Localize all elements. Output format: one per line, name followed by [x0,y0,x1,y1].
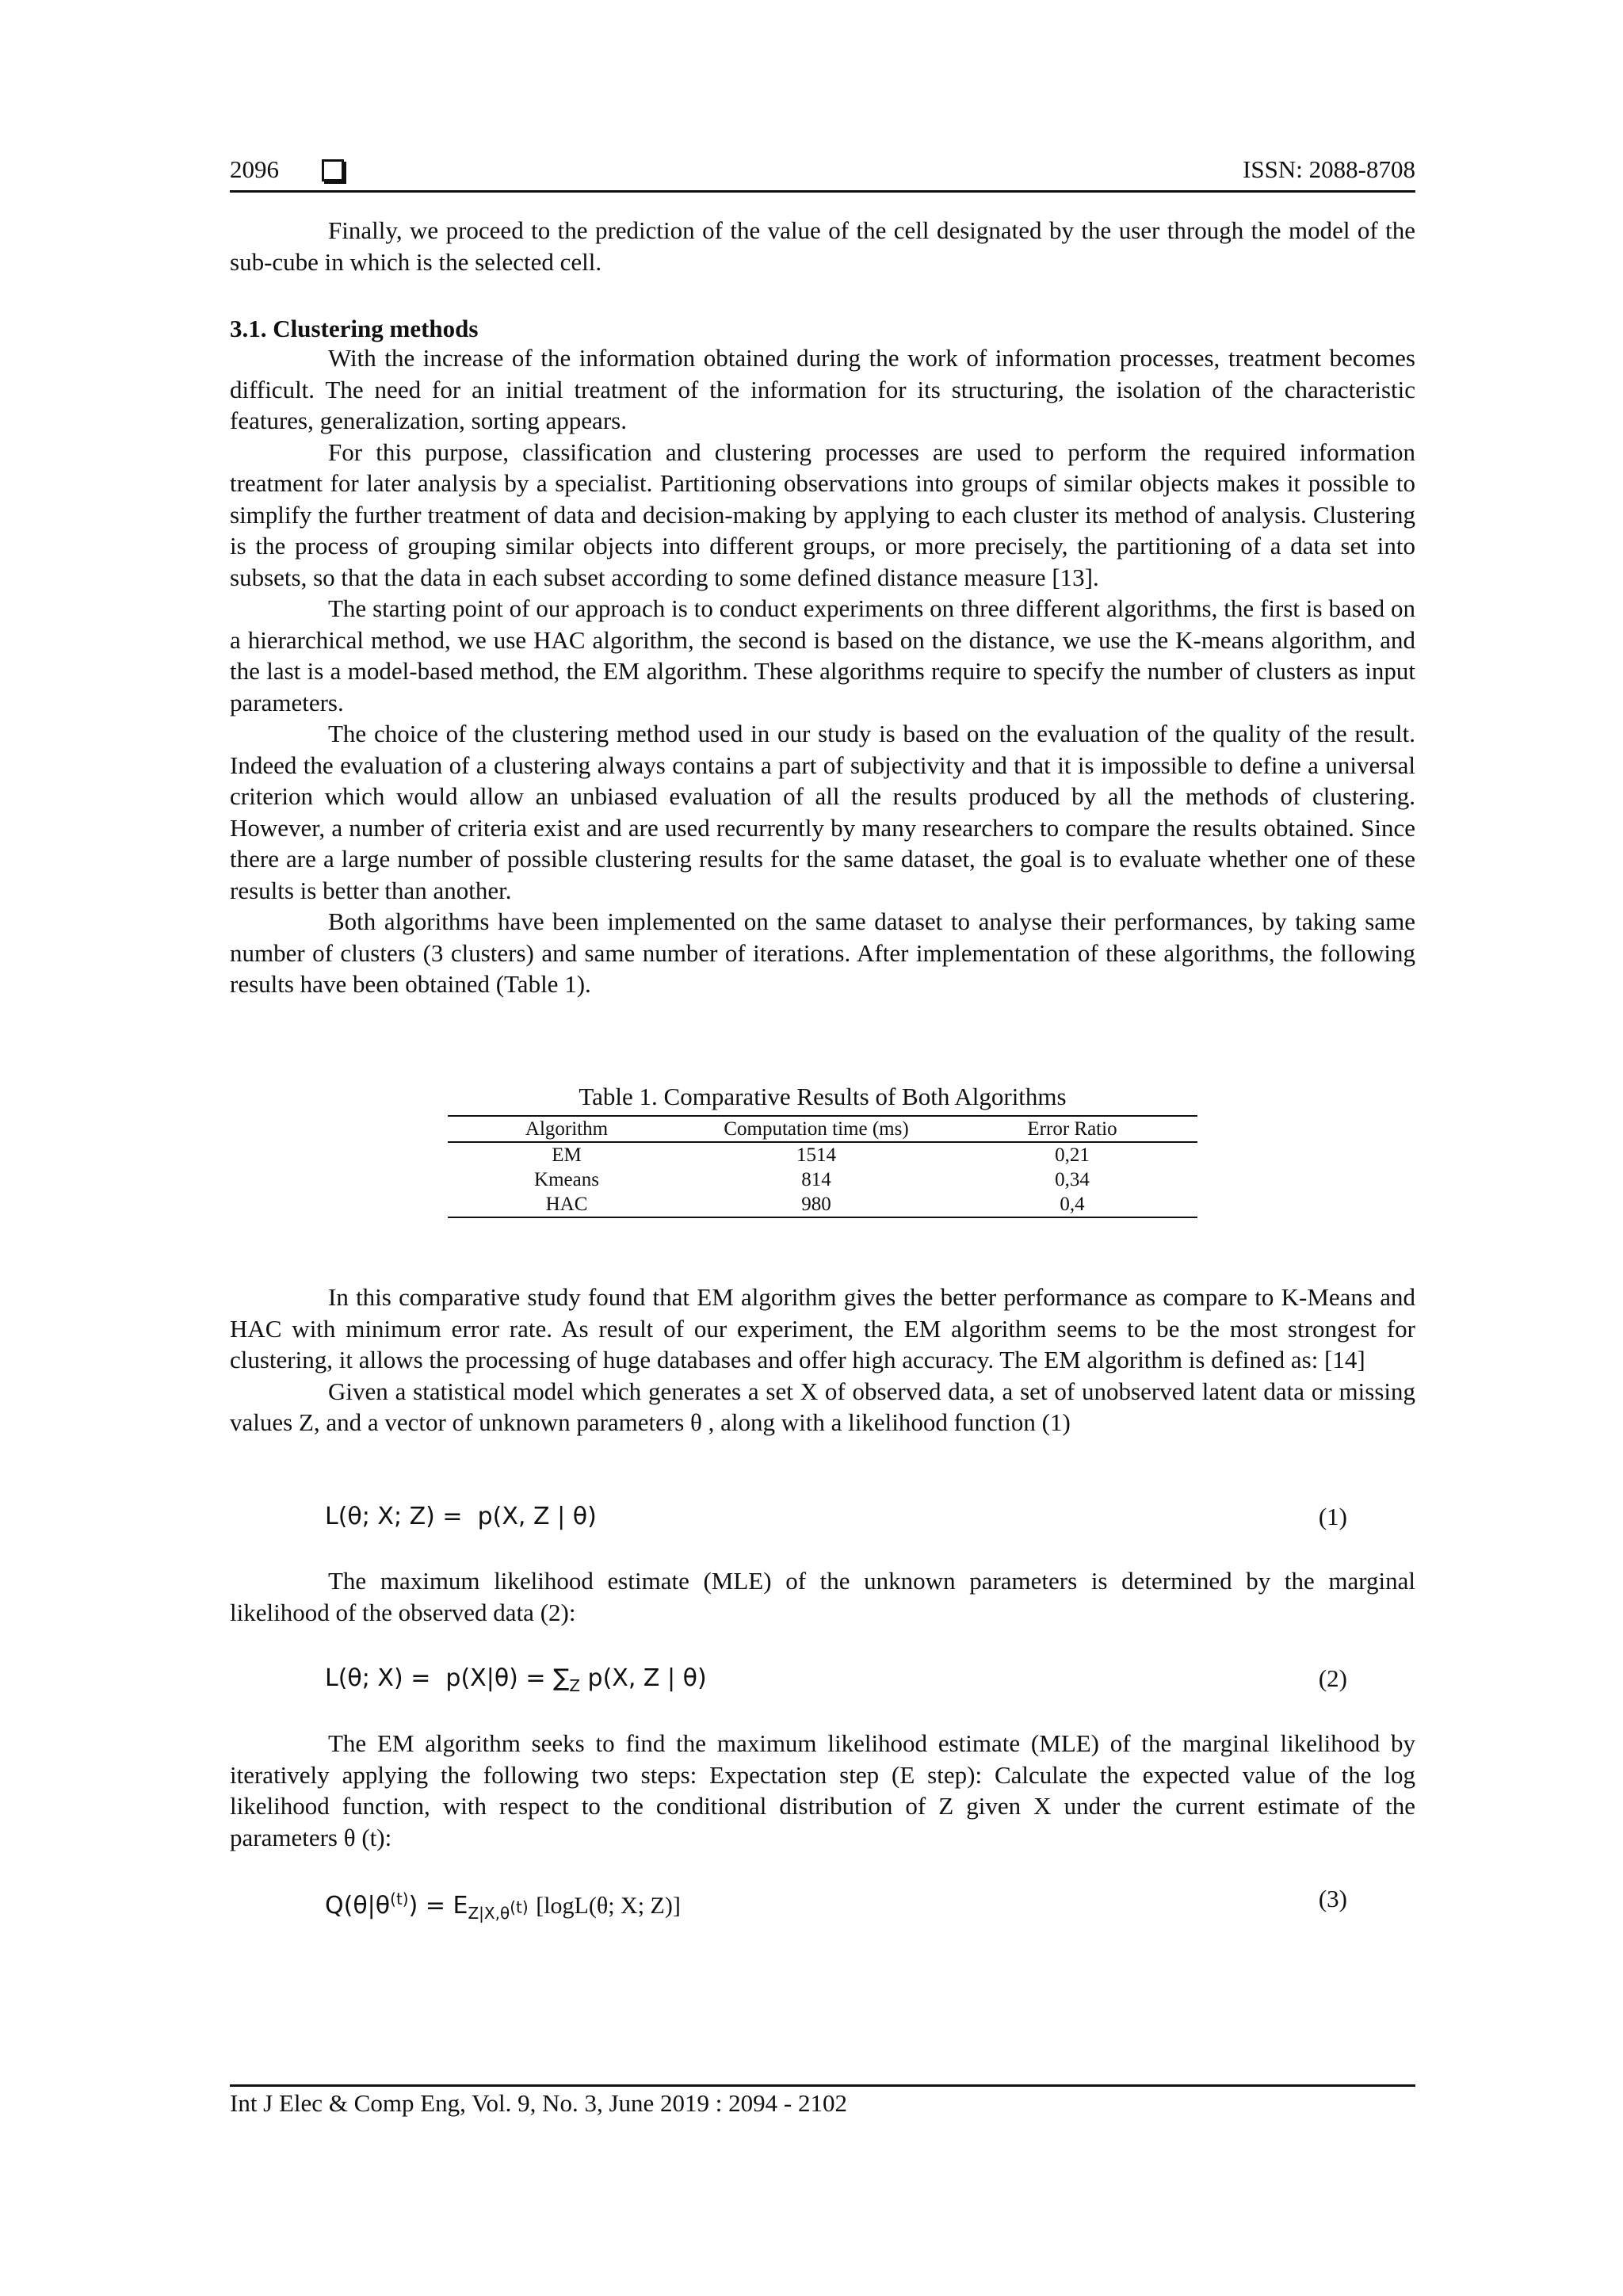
square-bullet-icon [322,159,344,181]
equation-2 [325,1661,1347,1696]
page-header [230,155,1415,189]
table-caption: Table 1. Comparative Results of Both Algorithms [579,1083,1067,1110]
equation-number: (2) [1318,1664,1347,1692]
col-header: Algorithm [525,1118,609,1140]
paragraph: With the increase of the information obtained during the work of information processes, treatment becomes difficult. The need for an initial treatment of the information for its structuring, the isolation of the characteristic features, generalization, sorting appears. [230,344,1415,434]
table-header-row [448,1116,1197,1142]
table-cell: 980 [801,1194,831,1215]
table-row [448,1142,1197,1167]
table-cell: 0,4 [1060,1194,1085,1215]
discussion [230,1282,1415,1438]
paragraph: Both algorithms have been implemented on the same dataset to analyse their performances, by taking same number of clusters (3 clusters) and same number of iterations. After implementation of these algorithms, the following results have been obtained (Table 1). [230,907,1415,998]
issn: ISSN: 2088-8708 [1243,155,1415,183]
section-body [230,342,1415,1000]
mle-paragraph: The maximum likelihood estimate (MLE) of the unknown parameters is determined by the marginal likelihood of the observed data (2): [230,1567,1415,1626]
equation-expression: $Q(\theta|\theta^{(t)}) = E_{Z|X,\theta^{(t)}}$ [logL(θ; X; Z)] [325,1889,681,1923]
equation-3 [325,1881,1347,1923]
header-rule [230,190,1415,193]
table-cell: Kmeans [534,1169,599,1190]
paragraph: In this comparative study found that EM algorithm gives the better performance as compare to K-Means and HAC with minimum error rate. As result of our experiment, the EM algorithm seems to be the most strongest for clustering, it allows the processing of huge databases and offer high accuracy. The EM algorithm is defined as: [14] [230,1283,1415,1373]
table-cell: EM [552,1144,582,1166]
results-table [448,1115,1197,1218]
page-footer: Int J Elec & Comp Eng, Vol. 9, No. 3, June 2019 : 2094 - 2102 [230,2089,847,2117]
equation-expression: L(θ; $X) = p(X|\theta) = \sum_Z$ p(X, Z | θ) [325,1664,707,1695]
table-cell: 1514 [796,1144,836,1166]
paragraph: Given a statistical model which generates a set X of observed data, a set of unobserved latent data or missing values Z, and a vector of unknown parameters θ , along with a likelihood function (1) [230,1377,1415,1436]
col-header: Error Ratio [1027,1118,1117,1140]
intro-paragraph: Finally, we proceed to the prediction of the value of the cell designated by the user through the model of the sub-cube in which is the selected cell. [230,216,1415,276]
table-cell: HAC [545,1194,588,1215]
table-cell: 0,34 [1055,1169,1090,1190]
equation-1 [325,1499,1347,1534]
col-header: Computation time (ms) [724,1118,909,1140]
paragraph: For this purpose, classification and clustering processes are used to perform the required information treatment for later analysis by a specialist. Partitioning observations into groups of similar objects makes it possible to simplify the further treatment of data and decision-making by applying to each cluster its method of analysis. Clustering is the process of grouping similar objects into different groups, or more precisely, the partitioning of a data set into subsets, so that the data in each subset according to some defined distance measure [13]. [230,437,1415,591]
em-paragraph: The EM algorithm seeks to find the maximum likelihood estimate (MLE) of the marginal likelihood by iteratively applying the following two steps: Expectation step (E step): Calculate the expected value of the log likelihood function, with respect to the conditional distribution of Z given X under the current estimate of the parameters θ (t): [230,1729,1415,1851]
table-row [448,1167,1197,1192]
paragraph: The starting point of our approach is to conduct experiments on three different algorithms, the first is based on a hierarchical method, we use HAC algorithm, the second is based on the distance, we use the K-means algorithm, and the last is a model-based method, the EM algorithm. These algorithms require to specify the number of clusters as input parameters. [230,594,1415,716]
table-cell: 814 [801,1169,831,1190]
footer-rule [230,2084,1415,2087]
equation-number: (1) [1318,1503,1347,1530]
equation-expression: L(θ; X; Z) = p(X, Z | θ) [325,1503,597,1530]
section-heading: 3.1. Clustering methods [230,315,479,342]
equation-number: (3) [1318,1885,1347,1912]
page-number: 2096 [230,155,279,183]
paragraph: The choice of the clustering method used in our study is based on the evaluation of the quality of the result. Indeed the evaluation of a clustering always contains a part of subjectivity and that it is impossible to define a universal criterion which would allow an unbiased evaluation of all the results produced by all the methods of clustering. However, a number of criteria exist and are used recurrently by many researchers to compare the results obtained. Since there are a large number of possible clustering results for the same dataset, the goal is to evaluate whether one of these results is better than another. [230,720,1415,904]
table-row [448,1192,1197,1217]
table-cell: 0,21 [1055,1144,1090,1166]
